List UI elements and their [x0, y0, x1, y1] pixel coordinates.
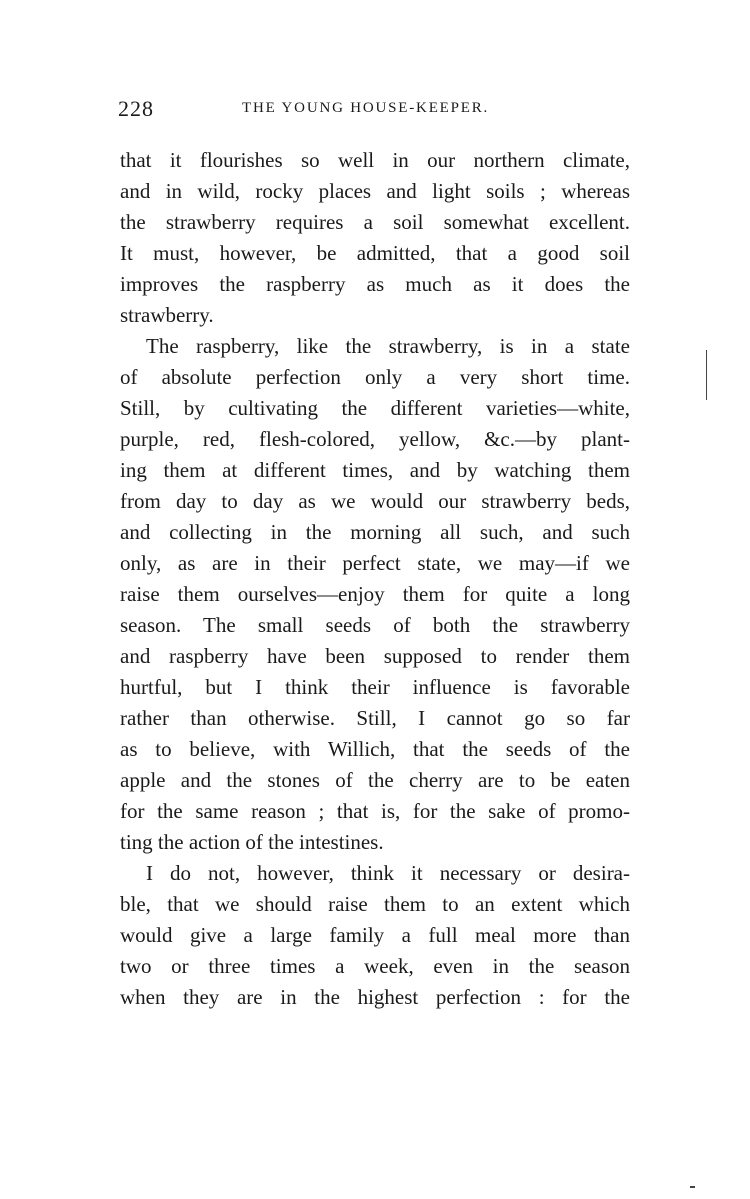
text-line: and raspberry have been supposed to render them: [120, 644, 630, 668]
text-line: for the same reason ; that is, for the sake of promo-: [120, 799, 630, 823]
text-line: strawberry.: [120, 303, 214, 327]
text-line: The raspberry, like the strawberry, is in a state: [146, 334, 630, 358]
text-line: of absolute perfection only a very short time.: [120, 365, 630, 389]
text-line: when they are in the highest perfection : for the: [120, 985, 630, 1009]
body-text: [120, 145, 630, 1013]
text-line: from day to day as we would our strawberry beds,: [120, 489, 630, 513]
text-line: purple, red, flesh-colored, yellow, &c.—by plant-: [120, 427, 630, 451]
text-line: raise them ourselves—enjoy them for quite a long: [120, 582, 630, 606]
text-line: the strawberry requires a soil somewhat excellent.: [120, 210, 630, 234]
text-line: rather than otherwise. Still, I cannot go so far: [120, 706, 630, 730]
page-number: 228: [118, 96, 154, 121]
text-line: season. The small seeds of both the strawberry: [120, 613, 630, 637]
text-line: improves the raspberry as much as it does the: [120, 272, 630, 296]
text-line: ing them at different times, and by watching them: [120, 458, 630, 482]
page-header: [118, 96, 630, 126]
text-line: Still, by cultivating the different varieties—white,: [120, 396, 630, 420]
text-line: only, as are in their perfect state, we may—if we: [120, 551, 630, 575]
margin-mark: [706, 350, 709, 400]
text-line: ble, that we should raise them to an extent which: [120, 892, 630, 916]
text-line: that it flourishes so well in our northern climate,: [120, 148, 630, 172]
text-line: and collecting in the morning all such, and such: [120, 520, 630, 544]
text-line: would give a large family a full meal more than: [120, 923, 630, 947]
text-line: ting the action of the intestines.: [120, 830, 384, 854]
running-head: THE YOUNG HOUSE-KEEPER.: [242, 100, 490, 116]
text-line: It must, however, be admitted, that a good soil: [120, 241, 630, 265]
text-line: I do not, however, think it necessary or desira-: [146, 861, 630, 885]
text-line: as to believe, with Willich, that the seeds of the: [120, 737, 630, 761]
text-line: and in wild, rocky places and light soils ; whereas: [120, 179, 630, 203]
text-line: apple and the stones of the cherry are to be eaten: [120, 768, 630, 792]
text-line: hurtful, but I think their influence is favorable: [120, 675, 630, 699]
corner-mark: [690, 1186, 695, 1188]
text-line: two or three times a week, even in the season: [120, 954, 630, 978]
